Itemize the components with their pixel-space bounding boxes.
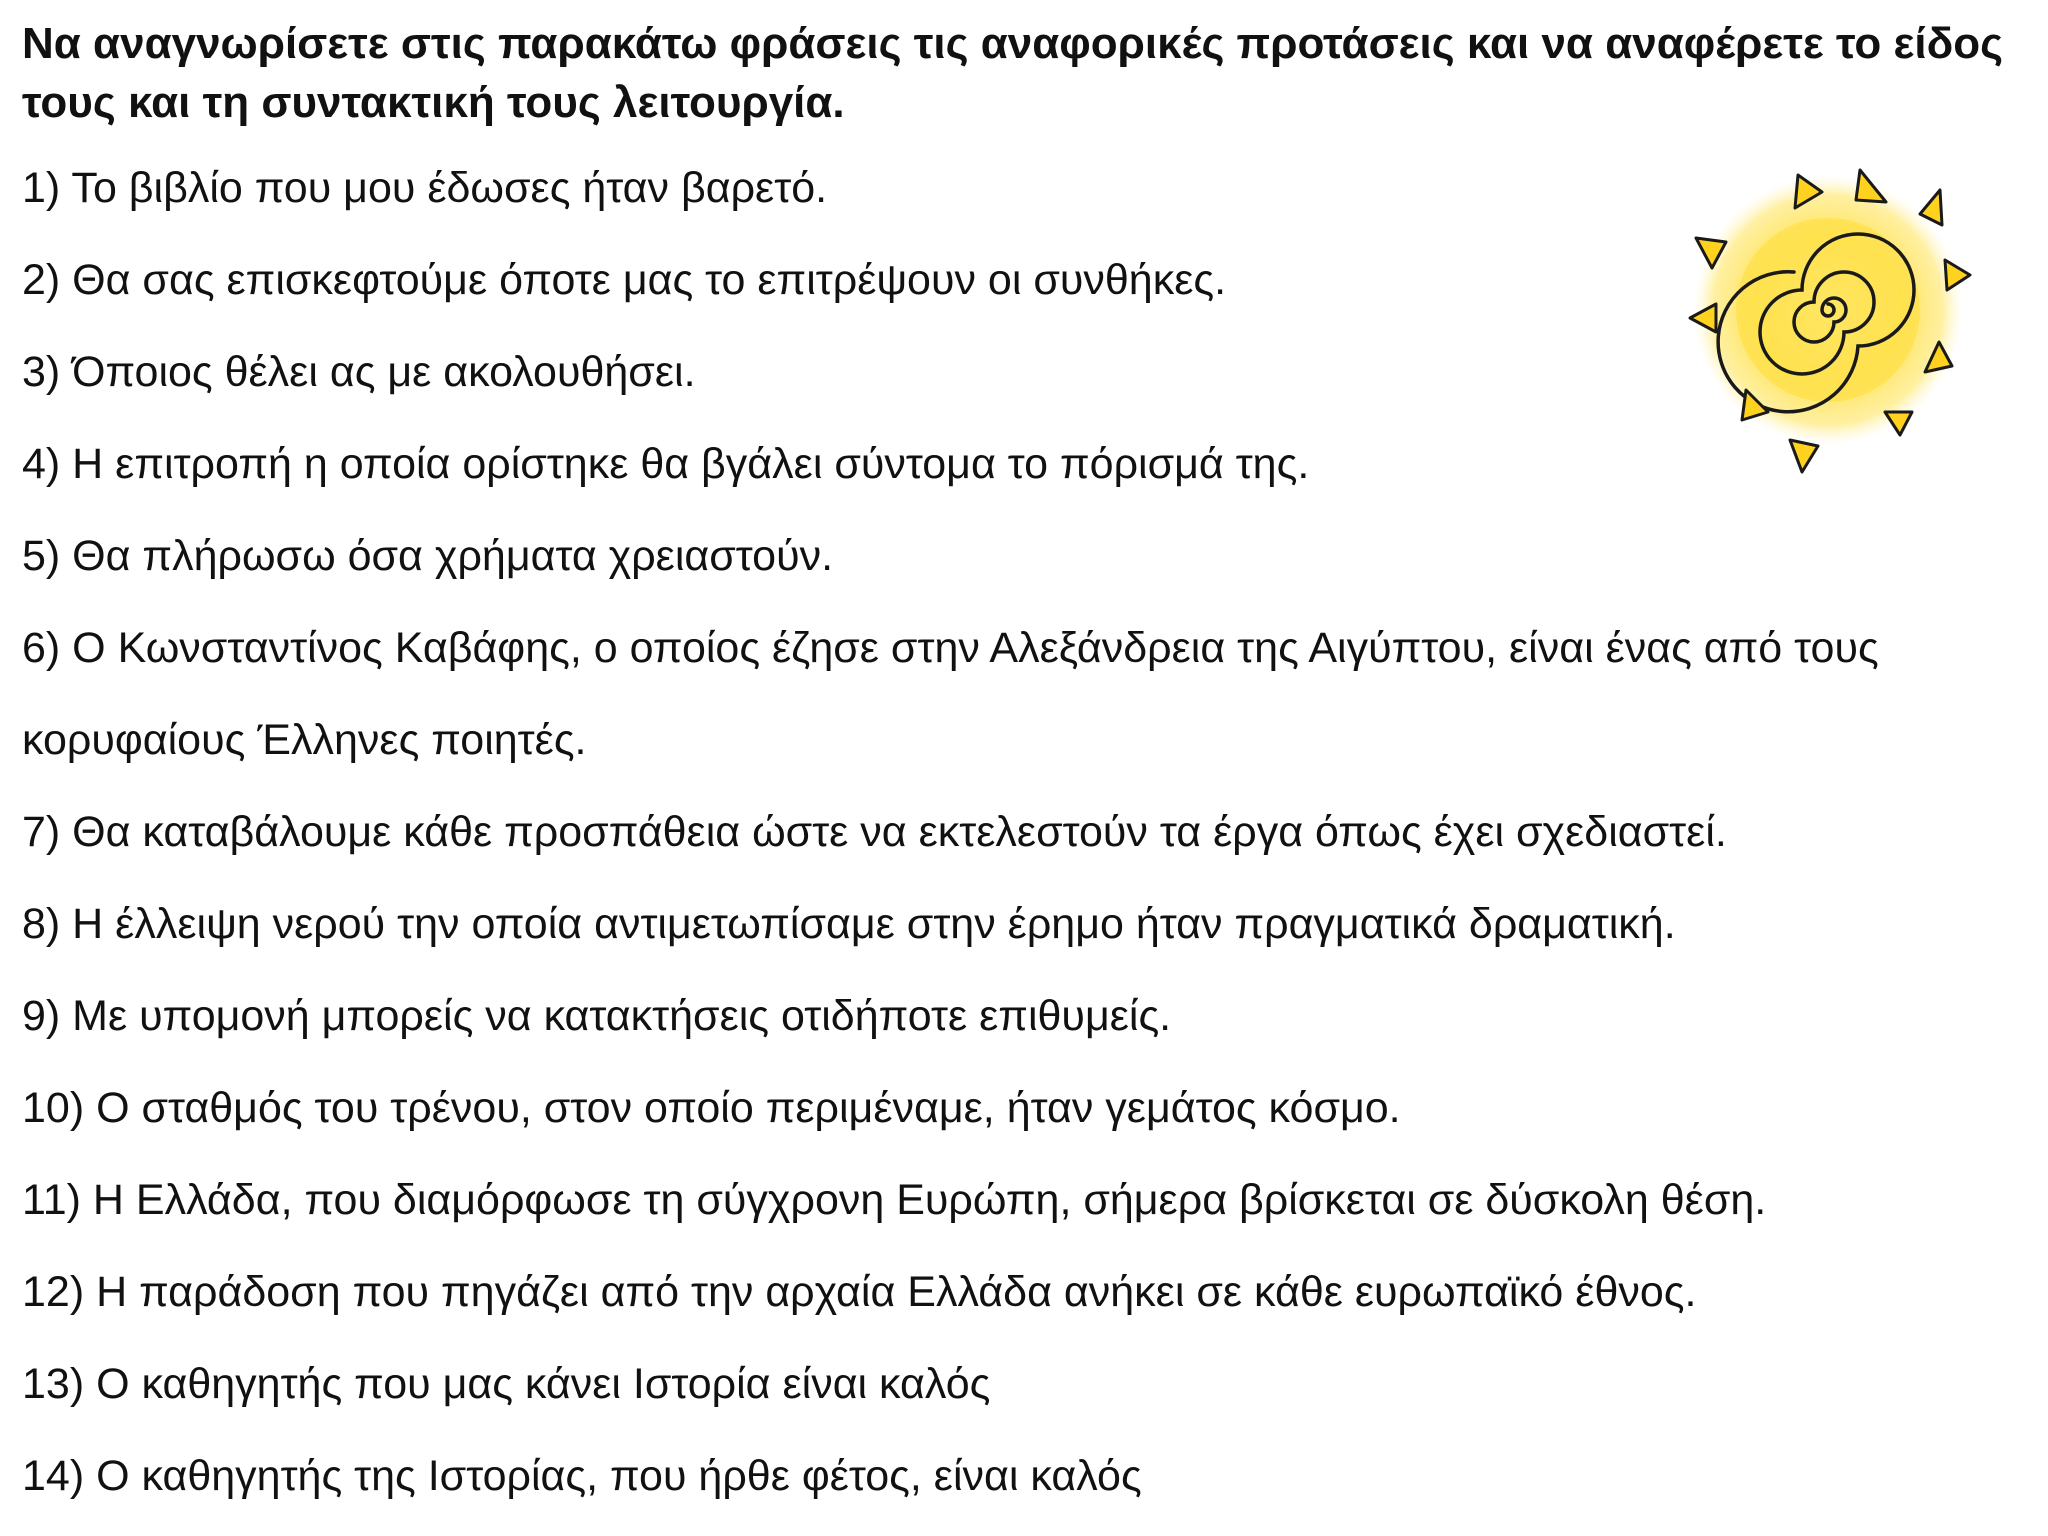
sentence-14: 14) Ο καθηγητής της Ιστορίας, που ήρθε φέτος, είναι καλός <box>22 1452 1142 1500</box>
sentence-6: 6) Ο Κωνσταντίνος Καβάφης, ο οποίος έζησε στην Αλεξάνδρεια της Αιγύπτου, είναι ένας από τους κορυφαίους Έλληνες ποιητές. <box>22 624 1879 764</box>
sentence-10: 10) Ο σταθμός του τρένου, στον οποίο περιμέναμε, ήταν γεμάτος κόσμο. <box>22 1084 1401 1132</box>
sentence-12: 12) Η παράδοση που πηγάζει από την αρχαία Ελλάδα ανήκει σε κάθε ευρωπαϊκό έθνος. <box>22 1268 1697 1316</box>
sentence-1: 1) Το βιβλίο που μου έδωσες ήταν βαρετό. <box>22 164 828 212</box>
sentence-9: 9) Με υπομονή μπορείς να κατακτήσεις οτιδήποτε επιθυμείς. <box>22 992 1172 1040</box>
sentence-2: 2) Θα σας επισκεφτούμε όποτε μας το επιτρέψουν οι συνθήκες. <box>22 256 1227 304</box>
sentence-5: 5) Θα πλήρωσω όσα χρήματα χρειαστούν. <box>22 532 834 580</box>
sentence-8: 8) Η έλλειψη νερού την οποία αντιμετωπίσαμε στην έρημο ήταν πραγματικά δραματική. <box>22 900 1676 948</box>
sentence-11: 11) Η Ελλάδα, που διαμόρφωσε τη σύγχρονη Ευρώπη, σήμερα βρίσκεται σε δύσκολη θέση. <box>22 1176 1767 1224</box>
sentence-13: 13) Ο καθηγητής που μας κάνει Ιστορία είναι καλός <box>22 1360 991 1408</box>
sun-icon <box>1650 150 2000 490</box>
sentence-7: 7) Θα καταβάλουμε κάθε προσπάθεια ώστε να εκτελεστούν τα έργα όπως έχει σχεδιαστεί. <box>22 808 1727 856</box>
sentence-4: 4) Η επιτροπή η οποία ορίστηκε θα βγάλει σύντομα το πόρισμά της. <box>22 440 1310 488</box>
sentence-3: 3) Όποιος θέλει ας με ακολουθήσει. <box>22 348 696 396</box>
worksheet-instruction: Να αναγνωρίσετε στις παρακάτω φράσεις τις αναφορικές προτάσεις και να αναφέρετε το είδος τους και τη συντακτική τους λειτουργία. <box>22 19 2004 127</box>
